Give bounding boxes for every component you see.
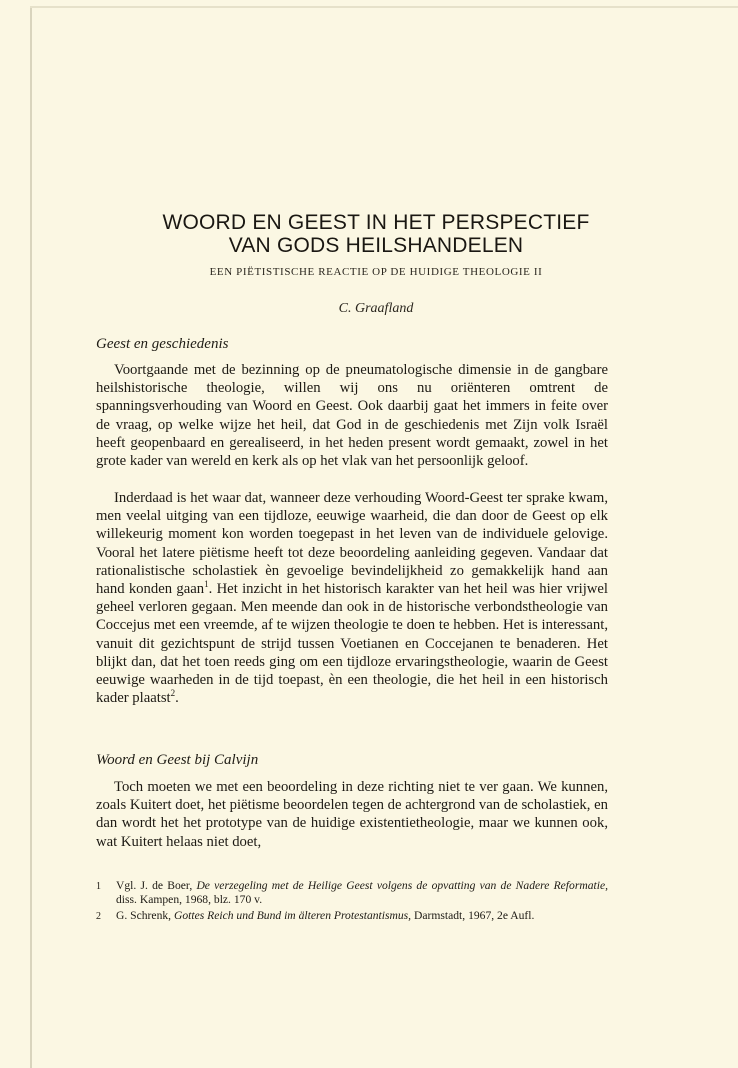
- article-subtitle: EEN PIËTISTISCHE REACTIE OP DE HUIDIGE THEOLOGIE II: [209, 266, 543, 278]
- footnote-ref-1[interactable]: 1: [204, 579, 209, 590]
- footnote-author: G. Schrenk,: [116, 908, 174, 922]
- footnote-author: Vgl. J. de Boer,: [116, 879, 197, 892]
- paragraph-2: Inderdaad is het waar dat, wanneer deze verhouding Woord-Geest ter sprake kwam, men veelal uitging van een tijdloze, eeuwige waarheid, die dan door de Geest op elk willekeurig moment kon worden toegepast in het leven van de individuele gelovige. Vooral het latere piëtisme heeft tot deze beoordeling aanleiding gegeven. Vandaar dat rationalistische scholastiek èn gevoelige bevindelijkheid zo gemakkelijk hand aan hand konden gaan$^1$. Het inzicht in het historisch karakter van het heil was hier vrijwel geheel verloren gegaan. Men meende dan ook in de historische verbondstheologie van Coccejus met een vreemde, af te wijzen theologie te doen te hebben. Het is interessant, vanuit dit gezichtspunt de strijd tussen Voetianen en Coccejanen te benaderen. Het blijkt dan, dat het toen reeds ging om een tijdloze ervaringstheologie, waarin de Geest eeuwige waarheden in de tijd toepast, èn een theologie, die het heil in een historisch kader plaatst$^2$.: [96, 490, 609, 707]
- section-heading-geest: Geest en geschiedenis: [96, 336, 229, 352]
- footnote-1: [96, 879, 608, 908]
- page-edge-top: [30, 6, 738, 8]
- footnote-text: [116, 909, 608, 924]
- footnote-ref-2[interactable]: 2: [170, 688, 176, 699]
- paragraph-1: Voortgaande met de bezinning op de pneumatologische dimensie in de gangbare heilshistorische theologie, willen wij ons nu oriënteren omtrent de spanningsverhouding van Woord en Geest. Ook daarbij gaat het immers in feite over de vraag, op welke wijze het heil, dat God in de geschiedenis met Zijn volk Israël heeft geopenbaard en gerealiseerd, in het heden present wordt gemaakt, zowel in het grote kader van wereld en kerk als op het vlak van het persoonlijk geloof.: [96, 362, 608, 470]
- article-author: C. Graafland: [338, 301, 414, 316]
- footnote-title: De verzegeling met de Heilige Geest volgens de opvatting van de Nadere Reformatie,: [196, 879, 608, 892]
- section-heading-calvijn: Woord en Geest bij Calvijn: [96, 752, 259, 768]
- paragraph-2-part-a: Inderdaad is het waar dat, wanneer deze verhouding Woord-Geest ter sprake kwam, men veelal uitging van een tijdloze, eeuwige waarheid, die dan door de Geest op elk willekeurig moment kon worden toegepast in het leven van de individuele gelovige. Vooral het latere piëtisme heeft tot deze beoordeling aanleiding gegeven. Vandaar dat rationalistische scholastiek èn gevoelige bevindelijkheid zo gemakkelijk hand aan hand konden gaan: [96, 490, 608, 598]
- page-edge-left: [30, 6, 32, 1068]
- footnote-number: 1: [96, 881, 101, 892]
- footnotes: [96, 879, 608, 925]
- article-title: [96, 211, 656, 257]
- title-line-2: VAN GODS HEILSHANDELEN: [228, 234, 524, 257]
- title-line-1: WOORD EN GEEST IN HET PERSPECTIEF: [162, 211, 590, 234]
- footnote-number: 2: [96, 910, 101, 922]
- paragraph-3: Toch moeten we met een beoordeling in deze richting niet te ver gaan. We kunnen, zoals Kuitert doet, het piëtisme beoordelen tegen de achtergrond van de scholastiek, en dan wordt het het prototype van de huidige existentietheologie, maar we kunnen ook, wat Kuitert helaas niet doet,: [96, 779, 608, 850]
- footnote-details: diss. Kampen, 1968, blz. 170 v.: [116, 893, 263, 907]
- footnote-2: [96, 909, 608, 924]
- footnote-details: Darmstadt, 1967, 2e Aufl.: [411, 908, 535, 922]
- footnote-text: [116, 879, 608, 908]
- paragraph-2-part-b: . Het inzicht in het historisch karakter van het heil was hier vrijwel geheel verloren gegaan. Men meende dan ook in de historische verbondstheologie van Coccejus met een vreemde, af te wijzen theologie te doen te hebben. Het is interessant, vanuit dit gezichtspunt de strijd tussen Voetianen en Coccejanen te benaderen. Het blijkt dan, dat het toen reeds ging om een tijdloze ervaringstheologie, waarin de Geest eeuwige waarheden in de tijd toepast, èn een theologie, die het heil in een historisch kader plaatst: [96, 581, 609, 707]
- footnote-title: Gottes Reich und Bund im älteren Protestantismus,: [173, 908, 412, 922]
